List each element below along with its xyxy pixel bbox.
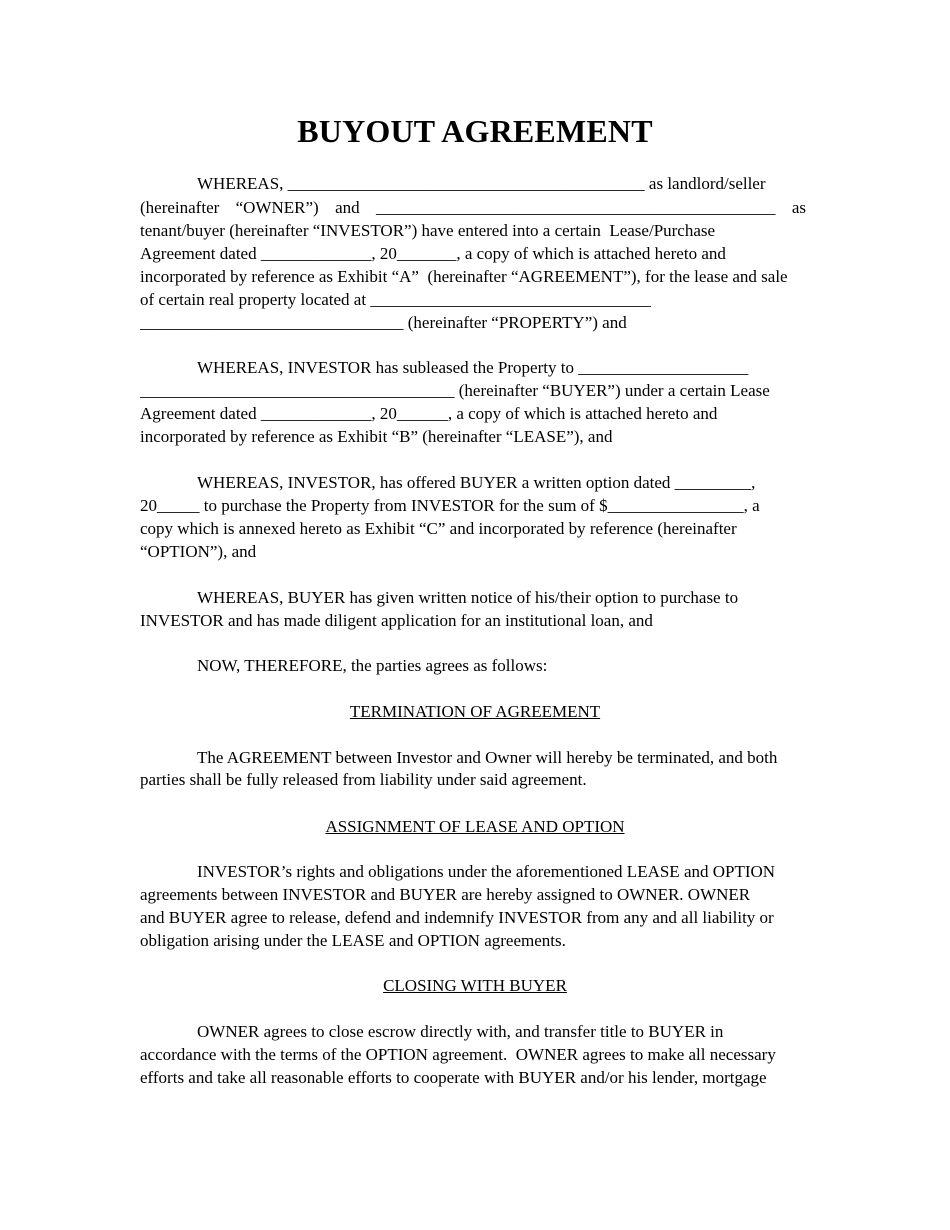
whereas-3-line: WHEREAS, INVESTOR, has offered BUYER a written option dated _________,	[197, 473, 756, 492]
section-3-line: OWNER agrees to close escrow directly with, and transfer title to BUYER in	[197, 1022, 724, 1041]
whereas-4-line: WHEREAS, BUYER has given written notice of his/their option to purchase to	[197, 588, 739, 607]
section-heading-assignment: ASSIGNMENT OF LEASE AND OPTION	[325, 817, 625, 836]
whereas-3-line: 20_____ to purchase the Property from INVESTOR for the sum of $________________, a	[140, 496, 760, 515]
section-heading-termination: TERMINATION OF AGREEMENT	[349, 702, 601, 721]
whereas-1-line: WHEREAS, __________________________________________ as landlord/seller	[197, 174, 766, 193]
section-3-line: efforts and take all reasonable efforts to cooperate with BUYER and/or his lender, mortgage	[140, 1068, 767, 1087]
section-2-line: obligation arising under the LEASE and OPTION agreements.	[140, 931, 566, 950]
section-1-line: The AGREEMENT between Investor and Owner will hereby be terminated, and both	[197, 748, 778, 767]
whereas-1-line: Agreement dated _____________, 20_______, a copy of which is attached hereto and	[140, 244, 726, 263]
whereas-4-line: INVESTOR and has made diligent application for an institutional loan, and	[140, 611, 653, 630]
whereas-2-line: Agreement dated _____________, 20______, a copy of which is attached hereto and	[140, 404, 718, 423]
whereas-1-line: of certain real property located at _________________________________	[140, 290, 651, 309]
whereas-2-line: incorporated by reference as Exhibit “B” (hereinafter “LEASE”), and	[140, 427, 613, 446]
whereas-3-line: copy which is annexed hereto as Exhibit “C” and incorporated by reference (hereinafter	[140, 519, 737, 538]
section-1-line: parties shall be fully released from liability under said agreement.	[140, 770, 587, 789]
whereas-2-line: _____________________________________ (hereinafter “BUYER”) under a certain Lease	[140, 381, 770, 400]
whereas-3-line: “OPTION”), and	[140, 542, 257, 561]
section-2-line: INVESTOR’s rights and obligations under the aforementioned LEASE and OPTION	[197, 862, 776, 881]
whereas-1-line: (hereinafter “OWNER”) and _______________________________________________ as	[140, 198, 806, 217]
whereas-1-line: _______________________________ (hereinafter “PROPERTY”) and	[140, 313, 627, 332]
section-2-line: and BUYER agree to release, defend and indemnify INVESTOR from any and all liability or	[140, 908, 774, 927]
section-heading-closing: CLOSING WITH BUYER	[383, 976, 567, 995]
section-2-line: agreements between INVESTOR and BUYER are hereby assigned to OWNER. OWNER	[140, 885, 751, 904]
document-title: BUYOUT AGREEMENT	[297, 113, 653, 149]
whereas-1-line: incorporated by reference as Exhibit “A” (hereinafter “AGREEMENT”), for the lease and sale	[140, 267, 788, 286]
therefore-clause: NOW, THEREFORE, the parties agrees as follows:	[197, 656, 548, 675]
section-3-line: accordance with the terms of the OPTION agreement. OWNER agrees to make all necessary	[140, 1045, 776, 1064]
whereas-1-line: tenant/buyer (hereinafter “INVESTOR”) have entered into a certain Lease/Purchase	[140, 221, 716, 240]
whereas-2-line: WHEREAS, INVESTOR has subleased the Property to ____________________	[197, 358, 749, 377]
